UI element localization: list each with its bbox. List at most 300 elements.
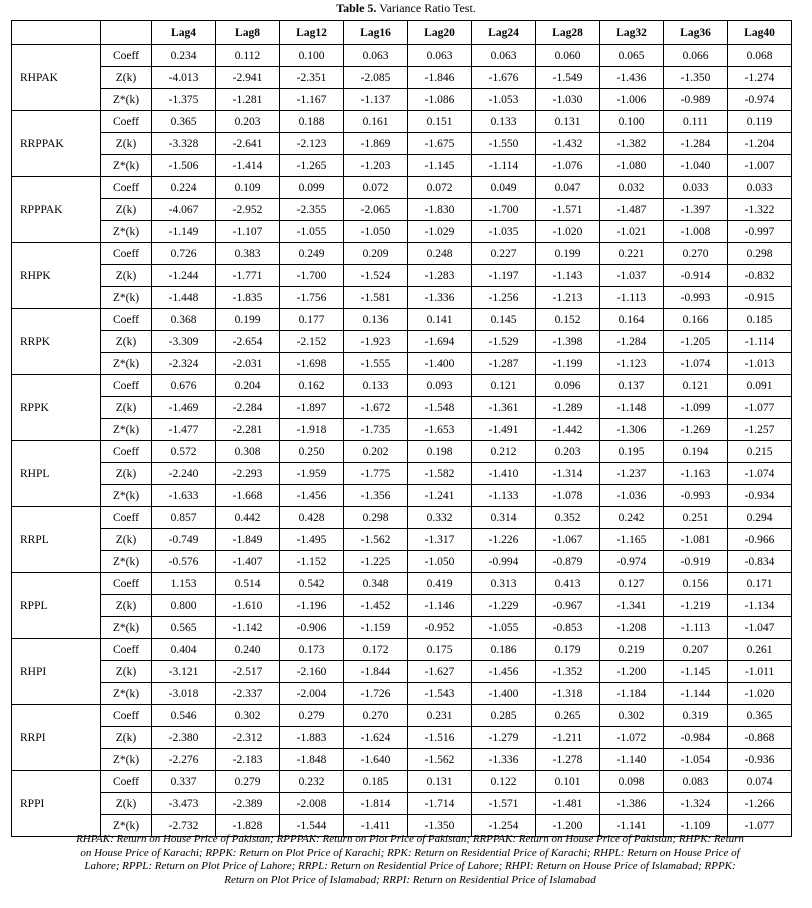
table-cell: 0.111	[664, 111, 728, 133]
table-cell: 0.112	[216, 45, 280, 67]
table-cell: -1.627	[408, 661, 472, 683]
stat-label: Z(k)	[101, 463, 152, 485]
table-row	[12, 45, 792, 67]
table-row	[12, 573, 792, 595]
table-cell: 0.294	[728, 507, 792, 529]
table-cell: -1.137	[344, 89, 408, 111]
table-cell: -2.641	[216, 133, 280, 155]
table-cell: 0.063	[344, 45, 408, 67]
table-cell: -0.879	[536, 551, 600, 573]
table-cell: 0.209	[344, 243, 408, 265]
table-cell: -1.284	[600, 331, 664, 353]
table-cell: 0.164	[600, 309, 664, 331]
table-cell: -3.309	[152, 331, 216, 353]
table-cell: 0.203	[216, 111, 280, 133]
table-cell: 0.314	[472, 507, 536, 529]
table-cell: -1.037	[600, 265, 664, 287]
table-cell: -4.067	[152, 199, 216, 221]
table-cell: -1.640	[344, 749, 408, 771]
table-cell: 0.383	[216, 243, 280, 265]
table-cell: 0.199	[216, 309, 280, 331]
table-cell: -1.184	[600, 683, 664, 705]
table-cell: -1.524	[344, 265, 408, 287]
table-cell: -3.328	[152, 133, 216, 155]
table-cell: 0.131	[536, 111, 600, 133]
stat-label: Z*(k)	[101, 551, 152, 573]
table-cell: 0.240	[216, 639, 280, 661]
stat-label: Z(k)	[101, 595, 152, 617]
table-cell: 0.151	[408, 111, 472, 133]
table-cell: 0.121	[664, 375, 728, 397]
table-cell: -0.919	[664, 551, 728, 573]
table-cell: 0.136	[344, 309, 408, 331]
stat-label: Z*(k)	[101, 683, 152, 705]
table-cell: -1.152	[280, 551, 344, 573]
table-cell: 0.049	[472, 177, 536, 199]
table-row	[12, 639, 792, 661]
table-row	[12, 727, 792, 749]
table-cell: -1.633	[152, 485, 216, 507]
table-cell: 0.203	[536, 441, 600, 463]
table-cell: -2.312	[216, 727, 280, 749]
stat-label: Z*(k)	[101, 815, 152, 837]
table-cell: -1.700	[280, 265, 344, 287]
table-cell: -1.006	[600, 89, 664, 111]
table-cell: -1.165	[600, 529, 664, 551]
table-cell: -1.020	[536, 221, 600, 243]
table-cell: -2.284	[216, 397, 280, 419]
table-cell: 0.072	[344, 177, 408, 199]
table-cell: -1.491	[472, 419, 536, 441]
table-cell: -1.869	[344, 133, 408, 155]
table-cell: -2.380	[152, 727, 216, 749]
table-cell: 0.172	[344, 639, 408, 661]
table-cell: -1.114	[728, 331, 792, 353]
header-empty-cell	[101, 21, 152, 45]
table-cell: 0.212	[472, 441, 536, 463]
column-header: Lag32	[600, 21, 664, 45]
table-cell: -1.923	[344, 331, 408, 353]
table-cell: 0.032	[600, 177, 664, 199]
table-cell: -1.668	[216, 485, 280, 507]
table-cell: 0.298	[344, 507, 408, 529]
table-cell: 0.100	[280, 45, 344, 67]
table-cell: 0.185	[728, 309, 792, 331]
table-cell: -1.610	[216, 595, 280, 617]
table-cell: 0.063	[472, 45, 536, 67]
table-cell: 0.279	[216, 771, 280, 793]
table-cell: -1.159	[344, 617, 408, 639]
table-cell: -1.237	[600, 463, 664, 485]
table-cell: 0.122	[472, 771, 536, 793]
table-cell: -1.336	[472, 749, 536, 771]
table-cell: -0.834	[728, 551, 792, 573]
table-cell: -1.361	[472, 397, 536, 419]
series-name: RHPL	[12, 441, 101, 507]
series-name: RPPPAK	[12, 177, 101, 243]
table-cell: -1.055	[280, 221, 344, 243]
table-cell: -1.336	[408, 287, 472, 309]
table-cell: 0.166	[664, 309, 728, 331]
table-cell: -1.050	[408, 551, 472, 573]
table-cell: 0.215	[728, 441, 792, 463]
table-cell: 0.313	[472, 573, 536, 595]
table-cell: -0.853	[536, 617, 600, 639]
table-cell: 0.074	[728, 771, 792, 793]
table-cell: -0.576	[152, 551, 216, 573]
stat-label: Z*(k)	[101, 221, 152, 243]
table-cell: -1.341	[600, 595, 664, 617]
table-cell: 0.199	[536, 243, 600, 265]
table-cell: 0.546	[152, 705, 216, 727]
table-cell: 0.221	[600, 243, 664, 265]
table-cell: -1.140	[600, 749, 664, 771]
table-cell: -1.036	[600, 485, 664, 507]
table-cell: -1.883	[280, 727, 344, 749]
table-cell: -1.114	[472, 155, 536, 177]
table-cell: -1.386	[600, 793, 664, 815]
stat-label: Z(k)	[101, 67, 152, 89]
table-cell: -1.074	[664, 353, 728, 375]
table-row	[12, 749, 792, 771]
table-row	[12, 705, 792, 727]
table-cell: -1.284	[664, 133, 728, 155]
table-cell: -2.281	[216, 419, 280, 441]
table-cell: -2.517	[216, 661, 280, 683]
table-cell: -1.581	[344, 287, 408, 309]
table-row	[12, 485, 792, 507]
table-cell: -1.067	[536, 529, 600, 551]
table-cell: 0.261	[728, 639, 792, 661]
table-cell: -1.040	[664, 155, 728, 177]
table-cell: -1.398	[536, 331, 600, 353]
column-header: Lag8	[216, 21, 280, 45]
table-row	[12, 199, 792, 221]
table-caption	[0, 0, 812, 18]
table-cell: -1.204	[728, 133, 792, 155]
table-row	[12, 243, 792, 265]
table-cell: -1.013	[728, 353, 792, 375]
table-cell: -1.109	[664, 815, 728, 837]
table-cell: -1.314	[536, 463, 600, 485]
table-cell: 0.202	[344, 441, 408, 463]
stat-label: Coeff	[101, 309, 152, 331]
table-row	[12, 265, 792, 287]
table-cell: -1.219	[664, 595, 728, 617]
table-cell: -2.240	[152, 463, 216, 485]
column-header: Lag16	[344, 21, 408, 45]
table-cell: -1.397	[664, 199, 728, 221]
table-cell: 0.066	[664, 45, 728, 67]
table-cell: -1.382	[600, 133, 664, 155]
table-cell: 0.145	[472, 309, 536, 331]
table-cell: 0.171	[728, 573, 792, 595]
table-cell: -1.562	[344, 529, 408, 551]
table-cell: -1.054	[664, 749, 728, 771]
stat-label: Z(k)	[101, 661, 152, 683]
series-name: RPPI	[12, 771, 101, 837]
table-cell: -1.544	[280, 815, 344, 837]
table-cell: 0.060	[536, 45, 600, 67]
table-row	[12, 375, 792, 397]
table-cell: -1.021	[600, 221, 664, 243]
stat-label: Z*(k)	[101, 485, 152, 507]
table-cell: -1.269	[664, 419, 728, 441]
table-row	[12, 661, 792, 683]
table-cell: -0.868	[728, 727, 792, 749]
table-cell: -0.966	[728, 529, 792, 551]
table-cell: -2.337	[216, 683, 280, 705]
table-row	[12, 353, 792, 375]
table-cell: -1.142	[216, 617, 280, 639]
stat-label: Z(k)	[101, 529, 152, 551]
table-cell: -0.915	[728, 287, 792, 309]
table-cell: 0.152	[536, 309, 600, 331]
table-row	[12, 683, 792, 705]
table-cell: 0.265	[536, 705, 600, 727]
table-cell: -1.672	[344, 397, 408, 419]
stat-label: Coeff	[101, 705, 152, 727]
table-cell: -1.050	[344, 221, 408, 243]
stat-label: Z(k)	[101, 727, 152, 749]
series-name: RPPL	[12, 573, 101, 639]
table-cell: 0.857	[152, 507, 216, 529]
table-cell: -1.213	[536, 287, 600, 309]
stat-label: Z*(k)	[101, 419, 152, 441]
table-cell: 0.219	[600, 639, 664, 661]
table-cell: -1.735	[344, 419, 408, 441]
table-cell: -1.814	[344, 793, 408, 815]
table-row	[12, 309, 792, 331]
table-cell: 0.231	[408, 705, 472, 727]
stat-label: Coeff	[101, 507, 152, 529]
table-cell: -1.317	[408, 529, 472, 551]
table-cell: -2.732	[152, 815, 216, 837]
table-cell: -1.700	[472, 199, 536, 221]
table-cell: -1.007	[728, 155, 792, 177]
series-name: RHPAK	[12, 45, 101, 111]
table-cell: 0.083	[664, 771, 728, 793]
table-cell: -1.146	[408, 595, 472, 617]
table-cell: 0.242	[600, 507, 664, 529]
stat-label: Coeff	[101, 771, 152, 793]
table-cell: -1.549	[536, 67, 600, 89]
table-cell: -1.199	[536, 353, 600, 375]
table-cell: 0.428	[280, 507, 344, 529]
series-name: RHPI	[12, 639, 101, 705]
table-cell: -1.244	[152, 265, 216, 287]
table-footnote: RHPAK: Return on House Price of Pakistan; RPPPAK: Return on Plot Price of Pakistan; RRPPAK: Return on House Price of Pakistan; RHPK: Return on House Price of Karachi; RPPK: Return on Plot Price of Karachi; RPK: Return on Residential Price of Karachi; RHPL: Return on House Price of Lahore; RPPL: Return on Plot Price of Lahore; RRPL: Return on Residential Price of Lahore; RHPI: Return on House Price of Islamabad; RPPK: Return on Plot Price of Islamabad; RRPI: Return on Residential Price of Islamabad	[76, 833, 744, 886]
table-cell: -2.031	[216, 353, 280, 375]
table-cell: -2.276	[152, 749, 216, 771]
table-cell: 0.413	[536, 573, 600, 595]
table-cell: 0.185	[344, 771, 408, 793]
table-cell: -1.495	[280, 529, 344, 551]
table-cell: -1.350	[664, 67, 728, 89]
table-cell: -0.832	[728, 265, 792, 287]
table-cell: -1.011	[728, 661, 792, 683]
table-cell: 0.302	[216, 705, 280, 727]
stat-label: Coeff	[101, 441, 152, 463]
table-cell: -2.355	[280, 199, 344, 221]
table-cell: -1.698	[280, 353, 344, 375]
table-cell: -1.469	[152, 397, 216, 419]
table-cell: 0.099	[280, 177, 344, 199]
table-cell: -0.974	[600, 551, 664, 573]
table-cell: 0.173	[280, 639, 344, 661]
table-cell: -1.144	[664, 683, 728, 705]
table-cell: 0.572	[152, 441, 216, 463]
table-cell: -1.548	[408, 397, 472, 419]
table-cell: -1.107	[216, 221, 280, 243]
table-cell: -1.448	[152, 287, 216, 309]
column-header: Lag36	[664, 21, 728, 45]
table-cell: -1.196	[280, 595, 344, 617]
table-cell: 0.204	[216, 375, 280, 397]
column-header: Lag20	[408, 21, 472, 45]
table-cell: 0.121	[472, 375, 536, 397]
table-cell: -0.936	[728, 749, 792, 771]
column-header: Lag40	[728, 21, 792, 45]
table-row	[12, 287, 792, 309]
table-cell: 0.161	[344, 111, 408, 133]
table-cell: -0.993	[664, 287, 728, 309]
table-cell: -0.989	[664, 89, 728, 111]
table-cell: -1.030	[536, 89, 600, 111]
table-cell: -0.749	[152, 529, 216, 551]
table-cell: -1.411	[344, 815, 408, 837]
table-cell: -1.123	[600, 353, 664, 375]
series-name: RRPPAK	[12, 111, 101, 177]
stat-label: Coeff	[101, 177, 152, 199]
stat-label: Coeff	[101, 573, 152, 595]
table-row	[12, 331, 792, 353]
table-cell: -1.029	[408, 221, 472, 243]
stat-label: Coeff	[101, 375, 152, 397]
table-cell: -2.351	[280, 67, 344, 89]
table-cell: -1.113	[600, 287, 664, 309]
table-cell: -1.324	[664, 793, 728, 815]
stat-label: Z*(k)	[101, 155, 152, 177]
table-cell: -1.257	[728, 419, 792, 441]
table-cell: -1.078	[536, 485, 600, 507]
stat-label: Coeff	[101, 45, 152, 67]
table-cell: -1.274	[728, 67, 792, 89]
table-cell: -1.452	[344, 595, 408, 617]
table-cell: 0.047	[536, 177, 600, 199]
table-cell: -1.086	[408, 89, 472, 111]
table-cell: 0.348	[344, 573, 408, 595]
table-row	[12, 67, 792, 89]
table-cell: -1.624	[344, 727, 408, 749]
table-cell: -1.400	[472, 683, 536, 705]
stat-label: Z*(k)	[101, 749, 152, 771]
table-cell: 0.065	[600, 45, 664, 67]
table-cell: -2.941	[216, 67, 280, 89]
table-cell: 0.332	[408, 507, 472, 529]
table-cell: 0.177	[280, 309, 344, 331]
table-cell: -2.952	[216, 199, 280, 221]
table-cell: 0.207	[664, 639, 728, 661]
table-cell: 0.565	[152, 617, 216, 639]
table-cell: -1.229	[472, 595, 536, 617]
table-cell: -1.143	[536, 265, 600, 287]
header-empty-cell	[12, 21, 101, 45]
table-cell: -1.726	[344, 683, 408, 705]
table-row	[12, 771, 792, 793]
table-cell: 0.250	[280, 441, 344, 463]
table-cell: -1.694	[408, 331, 472, 353]
table-row	[12, 617, 792, 639]
table-cell: 0.352	[536, 507, 600, 529]
stat-label: Z(k)	[101, 331, 152, 353]
header-row	[12, 21, 792, 45]
table-cell: 0.542	[280, 573, 344, 595]
series-name: RPPK	[12, 375, 101, 441]
table-cell: 0.179	[536, 639, 600, 661]
table-cell: -1.456	[280, 485, 344, 507]
table-row	[12, 89, 792, 111]
table-cell: -1.035	[472, 221, 536, 243]
table-cell: -1.283	[408, 265, 472, 287]
table-cell: 0.133	[472, 111, 536, 133]
table-row	[12, 463, 792, 485]
table-label: Table 5.	[336, 1, 377, 15]
table-cell: -1.410	[472, 463, 536, 485]
table-cell: -1.506	[152, 155, 216, 177]
table-cell: -2.183	[216, 749, 280, 771]
table-cell: -1.849	[216, 529, 280, 551]
table-cell: -1.278	[536, 749, 600, 771]
table-cell: 0.232	[280, 771, 344, 793]
table-cell: -1.442	[536, 419, 600, 441]
column-header: Lag4	[152, 21, 216, 45]
table-cell: 0.091	[728, 375, 792, 397]
table-cell: -2.123	[280, 133, 344, 155]
table-cell: -1.167	[280, 89, 344, 111]
table-row	[12, 177, 792, 199]
table-cell: 0.100	[600, 111, 664, 133]
table-cell: -1.134	[728, 595, 792, 617]
table-cell: -1.407	[216, 551, 280, 573]
table-cell: -1.529	[472, 331, 536, 353]
table-cell: -1.414	[216, 155, 280, 177]
table-cell: 0.033	[728, 177, 792, 199]
table-cell: -1.456	[472, 661, 536, 683]
table-cell: 0.175	[408, 639, 472, 661]
table-row	[12, 595, 792, 617]
table-cell: 0.270	[664, 243, 728, 265]
table-cell: -2.654	[216, 331, 280, 353]
table-cell: 0.133	[344, 375, 408, 397]
table-cell: -0.993	[664, 485, 728, 507]
table-cell: 0.249	[280, 243, 344, 265]
table-cell: -1.322	[728, 199, 792, 221]
table-cell: -0.952	[408, 617, 472, 639]
table-cell: 0.141	[408, 309, 472, 331]
table-cell: -1.432	[536, 133, 600, 155]
table-cell: 0.119	[728, 111, 792, 133]
table-cell: -1.289	[536, 397, 600, 419]
table-cell: 0.072	[408, 177, 472, 199]
table-cell: -4.013	[152, 67, 216, 89]
table-cell: 0.285	[472, 705, 536, 727]
table-cell: 0.227	[472, 243, 536, 265]
table-cell: 0.186	[472, 639, 536, 661]
table-cell: -1.241	[408, 485, 472, 507]
table-cell: 0.676	[152, 375, 216, 397]
table-cell: -2.065	[344, 199, 408, 221]
